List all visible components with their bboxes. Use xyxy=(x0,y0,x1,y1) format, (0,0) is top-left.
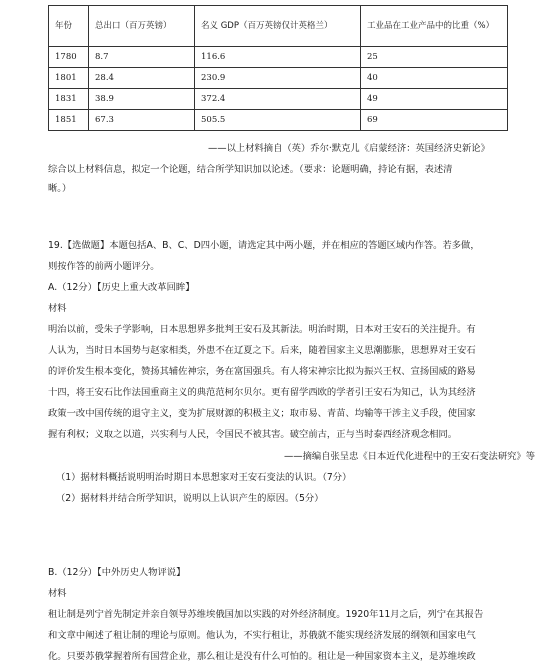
table-cell: 1801 xyxy=(49,68,89,89)
part-a-material-line: 政策一改中国传统的退守主义，变为扩展财源的积极主义；取市易、青苗、均输等干涉主义手段，使国家 xyxy=(48,408,476,419)
table-header-cell: 名义 GDP（百万英镑仅计英格兰） xyxy=(195,6,361,47)
part-a-material-line: 的评价发生根本变化，赞扬其辅佐神宗，务在富国强兵。有人将宋神宗比拟为振兴王权、宣扬国威的路易 xyxy=(48,366,476,377)
table-cell: 49 xyxy=(361,89,508,110)
section-19-instructions: 则按作答的前两小题评分。 xyxy=(48,261,160,272)
part-a-question-2: （2）据材料并结合所学知识，说明以上认识产生的原因。（5分） xyxy=(56,493,324,504)
table-row xyxy=(49,110,508,131)
part-b-material-line: 化。只要苏俄掌握着所有国营企业，那么租让是没有什么可怕的。租让是一种国家资本主义，是苏维埃政 xyxy=(48,651,476,662)
table-cell: 505.5 xyxy=(195,110,361,131)
table-row xyxy=(49,68,508,89)
part-a-heading: A.（12分）【历史上重大改革回眸】 xyxy=(48,282,195,293)
material-label: 材料 xyxy=(48,303,67,314)
part-a-material-line: 十四，将王安石比作法国重商主义的典范范柯尔贝尔。更有留学西欧的学者引王安石为知己，认为其经济 xyxy=(48,387,476,398)
question-18-text-line: 晰。） xyxy=(48,183,72,194)
table-header-row xyxy=(49,6,508,47)
table-cell: 25 xyxy=(361,47,508,68)
table-header-cell: 总出口（百万英镑） xyxy=(89,6,195,47)
part-a-material-line: 明治以前，受朱子学影响，日本思想界多批判王安石及其新法。明治时期，日本对王安石的关注提升。有 xyxy=(48,324,476,335)
table-cell: 40 xyxy=(361,68,508,89)
table-cell: 8.7 xyxy=(89,47,195,68)
part-a-question-1: （1）据材料概括说明明治时期日本思想家对王安石变法的认识。（7分） xyxy=(56,472,352,483)
table-cell: 38.9 xyxy=(89,89,195,110)
table-cell: 372.4 xyxy=(195,89,361,110)
section-19-instructions: 19.【选做题】本题包括A、B、C、D四小题，请选定其中两小题，并在相应的答题区域内作答。若多做， xyxy=(48,240,480,251)
table-cell: 67.3 xyxy=(89,110,195,131)
part-b-material-line: 租让制是列宁首先制定并亲自领导苏维埃俄国加以实践的对外经济制度。1920年11月之后，列宁在其报告 xyxy=(48,609,484,620)
material-label: 材料 xyxy=(48,588,67,599)
part-b-material-line: 和文章中阐述了租让制的理论与原则。他认为，不实行租让，苏俄就不能实现经济发展的纲领和国家电气 xyxy=(48,630,476,641)
table-header-cell: 工业品在工业产品中的比重（%） xyxy=(361,6,508,47)
part-a-material-line: 人认为，当时日本国势与赵家相类，外患不在辽夏之下。后来，随着国家主义思潮膨胀，思想界对王安石 xyxy=(48,345,476,356)
table-cell: 116.6 xyxy=(195,47,361,68)
table-row xyxy=(49,89,508,110)
trade-data-table xyxy=(48,5,508,131)
table-row xyxy=(49,47,508,68)
table-cell: 1831 xyxy=(49,89,89,110)
question-18-text-line: 综合以上材料信息，拟定一个论题，结合所学知识加以论述。（要求：论题明确，持论有据，表述清 xyxy=(48,164,453,175)
table-cell: 28.4 xyxy=(89,68,195,89)
table-cell: 69 xyxy=(361,110,508,131)
part-b-heading: B.（12分）【中外历史人物评说】 xyxy=(48,567,186,578)
part-a-source-citation: ——摘编自张呈忠《日本近代化进程中的王安石变法研究》等 xyxy=(284,451,536,462)
table-source-citation: ——以上材料摘自（英）乔尔·默克儿《启蒙经济：英国经济史新论》 xyxy=(208,143,490,154)
table-cell: 1780 xyxy=(49,47,89,68)
table-cell: 230.9 xyxy=(195,68,361,89)
part-a-material-line: 握有利权；义取之以道，兴实利与人民，令国民不被其害。破空前古，正与当时泰西经济观念相同。 xyxy=(48,429,458,440)
table-cell: 1851 xyxy=(49,110,89,131)
table-header-cell: 年份 xyxy=(49,6,89,47)
